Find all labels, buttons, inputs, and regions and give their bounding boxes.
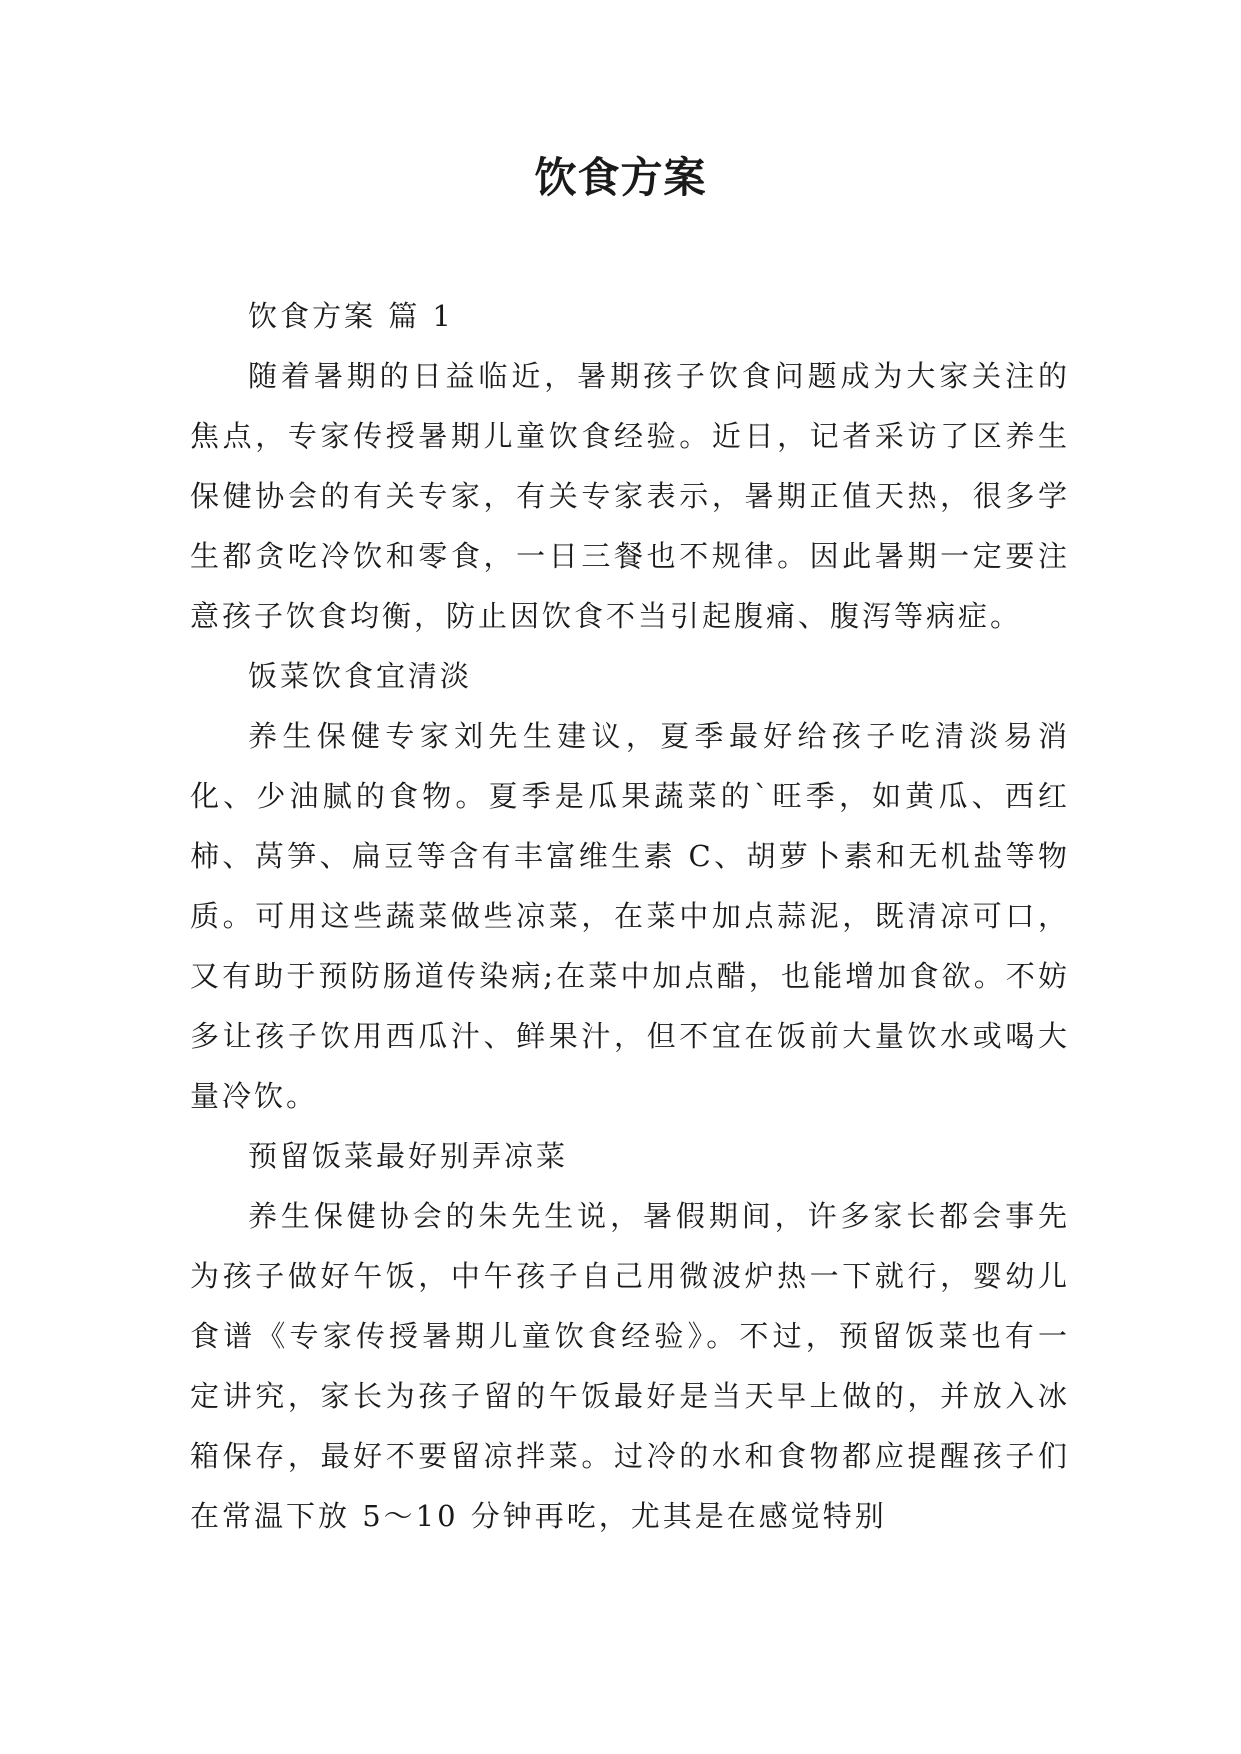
body-paragraph: 养生保健专家刘先生建议，夏季最好给孩子吃清淡易消化、少油腻的食物。夏季是瓜果蔬菜的`旺季，如黄瓜、西红柿、莴笋、扁豆等含有丰富维生素 C、胡萝卜素和无机盐等物质。可用这些蔬菜做些凉菜，在菜中加点蒜泥，既清凉可口，又有助于预防肠道传染病;在菜中加点醋，也能增加食欲。不妨多让孩子饮用西瓜汁、鲜果汁，但不宜在饭前大量饮水或喝大量冷饮。	[190, 719, 1070, 1113]
section-heading: 饭菜饮食宜清淡	[248, 659, 473, 693]
section-heading: 预留饭菜最好别弄凉菜	[248, 1139, 569, 1173]
body-paragraph: 随着暑期的日益临近，暑期孩子饮食问题成为大家关注的焦点，专家传授暑期儿童饮食经验。近日，记者采访了区养生保健协会的有关专家，有关专家表示，暑期正值天热，很多学生都贪吃冷饮和零食，一日三餐也不规律。因此暑期一定要注意孩子饮食均衡，防止因饮食不当引起腹痛、腹泻等病症。	[190, 359, 1070, 633]
document-body	[190, 286, 1070, 1546]
document-title: 饮食方案	[534, 153, 707, 202]
section-heading: 饮食方案 篇 1	[248, 299, 454, 333]
body-paragraph: 养生保健协会的朱先生说，暑假期间，许多家长都会事先为孩子做好午饭，中午孩子自己用微波炉热一下就行，婴幼儿食谱《专家传授暑期儿童饮食经验》。不过，预留饭菜也有一定讲究，家长为孩子留的午饭最好是当天早上做的，并放入冰箱保存，最好不要留凉拌菜。过冷的水和食物都应提醒孩子们在常温下放 5～10 分钟再吃，尤其是在感觉特别	[190, 1199, 1070, 1533]
